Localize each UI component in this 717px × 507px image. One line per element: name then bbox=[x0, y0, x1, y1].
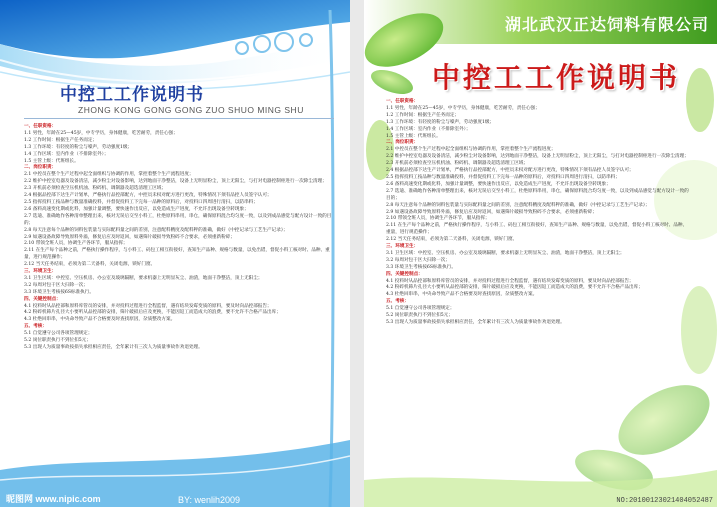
section-heading: 二、岗位职责： bbox=[24, 165, 57, 171]
body-line: 1.2 工作时间：根据生产任务而定； bbox=[24, 137, 98, 143]
body-line: 2.2 维护中控室电器及设备清洁，减少粉尘对设备影响，达到地面干净整洁，设备上无明显粉尘，顶上无阳尘，与打对电器控制柜进行一次除尘清理； bbox=[24, 179, 327, 185]
bubble-icon bbox=[275, 33, 293, 51]
body-line: 3.2 每周对包干区大扫除一次； bbox=[24, 282, 88, 288]
document-body bbox=[386, 99, 691, 327]
body-line: 2.11 在生产每个品种之前，严格执行操作程序，与小料工、码包工相互衔接好，查知生产品种、规格与数量，以免出错，督促小料工核对时、品种、重量，进行规范操作； bbox=[24, 248, 330, 261]
body-line: 2.11 在生产每个品种之前，严格执行操作程序，与小料工、码包工相互衔接好，查知生产品种、规格与数量，以免出错，督促小料工核对时、品种、重量，进行规范操作； bbox=[386, 223, 688, 236]
body-line: 4.1 投料时从品控部和原料库管员的安排，并对投料过程进行全程监督，遇有结块发霉变质的原料，要及时向品控部报告； bbox=[386, 278, 634, 284]
leaf-icon bbox=[368, 65, 416, 99]
body-line: 3.3 环境卫生考核按6S标准执行。 bbox=[24, 289, 94, 295]
section-heading: 一、任职资格： bbox=[386, 99, 419, 104]
body-line: 2.4 根据品控部下达生产计划单，严格执行品控部配方，中控员未权对配方进行更改，特殊情况下须有品控人员签字认可； bbox=[386, 168, 634, 174]
body-line: 2.2 维护中控室电器及设备清洁，减少粉尘对设备影响，达到地面干净整洁，设备上无明显粉尘，顶上无阳尘，与打对电器控制柜进行一次除尘清理； bbox=[386, 154, 689, 160]
body-line: 5.2 岗位职责执行不到位扣5元； bbox=[386, 313, 453, 319]
section-heading: 三、环境卫生： bbox=[24, 269, 57, 275]
body-line: 2.8 每天注意每个品种的饲料包装量与实际配料量之间的差别，注意配料精度及配料秤的准确，做好《中控记录与工艺生产记录》； bbox=[24, 227, 288, 233]
body-line: 3.1 卫生区域：中控室、空压机房、办公室及玻璃隔断，要求机器上无明显灰尘、油渣，地面干净整洁，顶上无阳尘； bbox=[24, 275, 263, 281]
bubble-icon bbox=[254, 36, 270, 52]
body-line: 1.3 工作环境：有轻度的粉尘与噪声，劳动强度1级； bbox=[24, 144, 133, 150]
body-line: 1.1 男性，年龄在25—45岁，中专学历，身体健康，吃苦耐劳，责任心强； bbox=[386, 105, 540, 111]
body-line: 2.6 备料高速变化期或化料，加强计量调整，要快速作出反应，以免造成生产进度，不允许出现设备空转现象； bbox=[386, 181, 611, 187]
page-title: 中控工工作说明书 bbox=[432, 61, 681, 94]
right-poster bbox=[364, 0, 717, 507]
section-heading: 五、考核： bbox=[24, 324, 47, 330]
section-heading: 三、环境卫生： bbox=[386, 244, 419, 250]
page-gutter bbox=[350, 0, 364, 507]
body-line: 2.10 带领全班人员，协调生产各环节，服从指挥； bbox=[386, 216, 490, 222]
bubble-icon bbox=[300, 34, 312, 46]
body-line: 2.8 每天注意每个品种的饲料包装量与实际配料量之间的差别，注意配料精度及配料秤的准确，做好《中控记录与工艺生产记录》； bbox=[386, 202, 650, 208]
left-poster bbox=[0, 0, 350, 507]
section-heading: 五、考核： bbox=[386, 299, 409, 305]
image-id-label: NO:20100123021404052487 bbox=[616, 497, 713, 505]
body-line: 1.1 男性，年龄在25—45岁，中专学历，身体健康，吃苦耐劳，责任心强； bbox=[24, 130, 178, 136]
body-line: 4.1 投料时从品控部和原料库管员的安排，并对投料过程进行全程监督，遇有结块发霉变质的原料，要及时向品控部报告； bbox=[24, 303, 272, 309]
body-line: 1.3 工作环境：有轻度的粉尘与噪声，劳动强度1级； bbox=[386, 119, 495, 125]
body-line: 2.9 如遇设备故障导致原料外溢，修复后应及时返回，如遇筛片破损导致粉碎不合要求，必须重新粉碎； bbox=[386, 209, 597, 215]
body-line: 2.6 备料高速变化期或化料，加强计量调整，要快速作出反应，以免造成生产进度，不允许出现设备空转现象； bbox=[24, 206, 249, 212]
body-line: 4.2 粉碎机筛片孔径大小要听从品控部的安排，筛片破损后应及更换，不能因返工而造成大的浪费，要不允许不合格产品出库； bbox=[386, 285, 643, 291]
section-heading: 一、任职资格： bbox=[24, 124, 57, 129]
company-name: 湖北武汉正达饲料有限公司 bbox=[504, 15, 709, 34]
body-line: 3.3 环境卫生考核按6S标准执行。 bbox=[386, 264, 456, 270]
body-line: 2.5 指挥投料工按品种与数量准确投料，并督促投料工下完每一品种的原料后，对投料口四周进行清扫，以防串料； bbox=[386, 174, 620, 180]
body-line: 2.9 如遇设备故障导致原料外溢，修复后应及时返回，如遇筛片破损导致粉碎不合要求，必须重新粉碎； bbox=[24, 234, 235, 240]
section-heading: 四、关键控制点： bbox=[24, 296, 61, 302]
body-line: 2.7 选迪、准确地作各种清单整理出来，核对无误后交至小料工，杜绝原料串用，串仓，确保原料混合均匀度一致，以及到成品感觉与配方设计一致的目的； bbox=[24, 213, 332, 226]
body-line: 4.3 杜绝回串串，中央命导致产品不合格要及时查找原因，杂质整改方案。 bbox=[24, 317, 176, 323]
body-line: 5.1 自觉遵守公司各项管理规定； bbox=[386, 306, 455, 312]
body-line: 1.2 工作时间：根据生产任务而定； bbox=[386, 112, 460, 118]
body-line: 4.2 粉碎机筛片孔径大小要听从品控部的安排，筛片破损后应及更换，不能因返工而造成大的浪费，要不允许不合格产品出库； bbox=[24, 310, 281, 316]
body-line: 1.4 工作区域：室内作业（不排除室外）； bbox=[386, 126, 471, 132]
body-line: 3.1 卫生区域：中控室、空压机房、办公室及玻璃隔断，要求机器上无明显灰尘、油渣，地面干净整洁，顶上无阳尘； bbox=[386, 250, 625, 256]
body-line: 2.10 带领全班人员，协调生产各环节，服从指挥； bbox=[24, 241, 128, 247]
body-line: 5.2 岗位职责执行不到位扣5元； bbox=[24, 338, 91, 344]
watermark: 昵图网 www.nipic.com bbox=[6, 494, 101, 504]
body-line: 2.5 指挥投料工按品种与数量准确投料，并督促投料工下完每一品种的原料后，对投料口四周进行清扫，以防串料； bbox=[24, 199, 258, 205]
body-line: 1.5 主管上级：代班组长。 bbox=[24, 158, 79, 164]
watermark-author: BY: wenlih2009 bbox=[178, 495, 241, 505]
body-line: 2.12 当天任务结束，必须为第二天备料，关闭电源，锁好门窗。 bbox=[24, 262, 156, 268]
body-line: 5.3 出现人为质量事故按损失承担相应责任，全年累计有三次人为质量事故作劝退处理。 bbox=[24, 345, 203, 350]
body-line: 5.3 出现人为质量事故按损失承担相应责任，全年累计有三次人为质量事故作劝退处理。 bbox=[386, 320, 565, 325]
pinyin-subtitle: ZHONG KONG GONG GONG ZUO SHUO MING SHU bbox=[78, 105, 304, 115]
document-body bbox=[24, 124, 336, 352]
section-heading: 二、岗位职责： bbox=[386, 140, 419, 146]
section-heading: 四、关键控制点： bbox=[386, 271, 423, 277]
body-line: 1.4 工作区域：室内作业（不排除室外）； bbox=[24, 151, 109, 157]
body-line: 2.1 中控员在整个生产过程中起全面组织与协调的作用，掌控着整个生产流程进度； bbox=[386, 147, 556, 153]
page-title: 中控工工作说明书 bbox=[60, 85, 204, 105]
body-line: 3.2 每周对包干区大扫除一次； bbox=[386, 257, 450, 263]
body-line: 5.1 自觉遵守公司各项管理规定； bbox=[24, 331, 93, 337]
body-line: 2.1 中控员在整个生产过程中起全面组织与协调的作用，掌控着整个生产流程进度； bbox=[24, 172, 194, 178]
body-line: 2.7 选迪、准确地作各种清单整理出来，核对无误后交至小料工，杜绝原料串用，串仓，确保原料混合均匀度一致，以及到成品感觉与配方设计一致的目的； bbox=[386, 188, 689, 201]
bubble-icon bbox=[236, 42, 248, 54]
body-line: 2.4 根据品控部下达生产计划单，严格执行品控部配方，中控员未权对配方进行更改，特殊情况下须有品控人员签字认可； bbox=[24, 193, 272, 199]
body-line: 4.3 杜绝回串串，中央命导致产品不合格要及时查找原因，杂质整改方案。 bbox=[386, 292, 538, 298]
body-line: 2.3 开机前必须检查空压机机油、粉碎机、调制器及超选清理工区域； bbox=[386, 161, 528, 167]
body-line: 2.3 开机前必须检查空压机机油、粉碎机、调制器及超选清理工区域； bbox=[24, 186, 166, 192]
body-line: 2.12 当天任务结束，必须为第二天备料，关闭电源，锁好门窗。 bbox=[386, 237, 518, 243]
title-divider bbox=[24, 118, 334, 119]
body-line: 1.5 主管上级：代班组长。 bbox=[386, 133, 441, 139]
